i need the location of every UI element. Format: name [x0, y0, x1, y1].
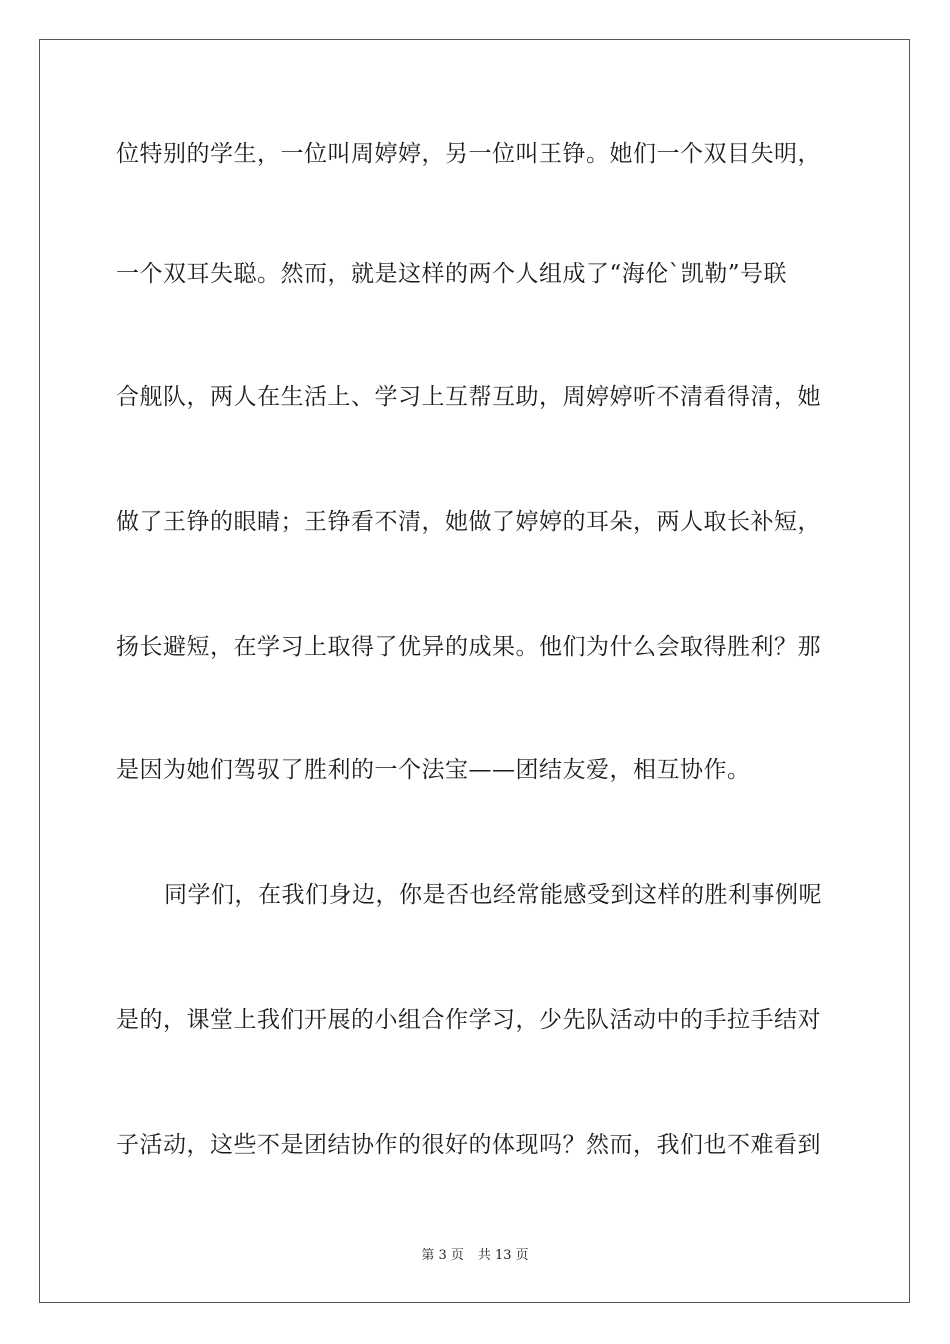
page-total: 共 13 页 — [477, 1248, 529, 1263]
page-footer — [0, 1247, 950, 1265]
body-text-line-3: 合舰队，两人在生活上、学习上互帮互助，周婷婷听不清看得清，她 — [116, 384, 821, 410]
body-text-line-1: 位特别的学生，一位叫周婷婷，另一位叫王铮。她们一个双目失明， — [116, 141, 821, 167]
body-text-line-6: 是因为她们驾驭了胜利的一个法宝——团结友爱，相互协作。 — [116, 757, 751, 783]
page-border — [39, 39, 910, 1303]
body-text-paragraph-start: 同学们，在我们身边，你是否也经常能感受到这样的胜利事例呢 — [164, 882, 822, 908]
page-number: 第 3 页 — [421, 1248, 464, 1263]
body-text-line-5: 扬长避短，在学习上取得了优异的成果。他们为什么会取得胜利？那 — [116, 634, 821, 660]
body-text-line-2: 一个双耳失聪。然而，就是这样的两个人组成了“海伦`凯勒”号联 — [116, 261, 788, 287]
body-text-line-9: 子活动，这些不是团结协作的很好的体现吗？然而，我们也不难看到 — [116, 1132, 821, 1158]
body-text-line-8: 是的，课堂上我们开展的小组合作学习，少先队活动中的手拉手结对 — [116, 1007, 821, 1033]
body-text-line-4: 做了王铮的眼睛；王铮看不清，她做了婷婷的耳朵，两人取长补短， — [116, 509, 821, 535]
